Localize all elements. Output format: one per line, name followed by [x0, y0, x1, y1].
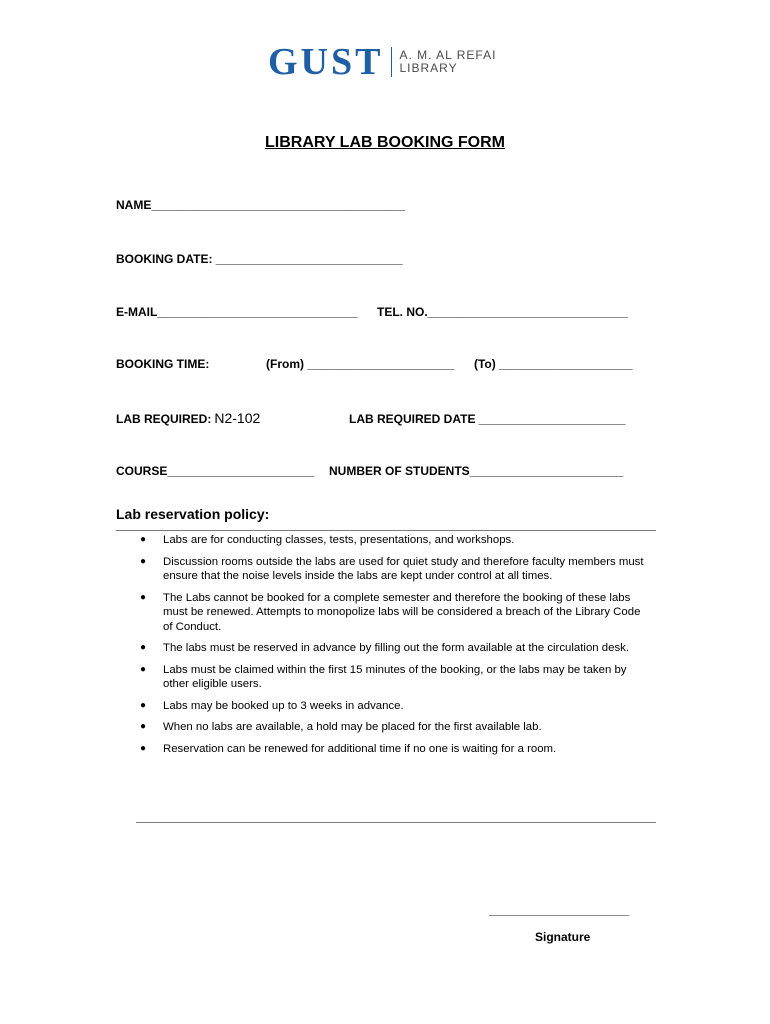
- library-logo: [268, 41, 497, 83]
- bullet-icon: ●: [140, 591, 147, 603]
- logo-line-1: A. M. AL REFAI: [399, 48, 497, 62]
- policy-heading: Lab reservation policy:: [116, 506, 270, 522]
- course-field: COURSE______________________: [116, 464, 315, 478]
- lab-required-date-field: LAB REQUIRED DATE ______________________: [349, 412, 626, 426]
- tel-field: TEL. NO.______________________________: [377, 305, 628, 319]
- policy-item: ● Labs may be booked up to 3 weeks in advance.: [140, 699, 404, 712]
- booking-time-to-field: (To) ____________________: [474, 357, 633, 371]
- bullet-icon: ●: [140, 663, 147, 675]
- form-title: LIBRARY LAB BOOKING FORM: [265, 134, 505, 151]
- booking-date-field: BOOKING DATE: ____________________________: [116, 252, 403, 266]
- logo-line-2: LIBRARY: [399, 61, 458, 75]
- policy-bottom-rule: [136, 822, 656, 823]
- policy-item: ● Labs must be claimed within the first 15 minutes of the booking, or the labs may be taken by other eligible users.: [140, 663, 627, 690]
- policy-item: ● The Labs cannot be booked for a complete semester and therefore the booking of these labs must be renewed. Attempts to monopolize labs will be considered a breach of the Library Code of Conduct.: [140, 591, 641, 633]
- policy-item: ● Discussion rooms outside the labs are used for quiet study and therefore faculty members must ensure that the noise levels inside the labs are kept under control at all times.: [140, 555, 644, 582]
- logo-subtext: [399, 49, 496, 75]
- lab-required-field: [116, 410, 260, 426]
- signature-label: Signature: [535, 930, 591, 944]
- bullet-icon: ●: [140, 555, 147, 567]
- bullet-icon: ●: [140, 742, 147, 754]
- policy-item: ● Reservation can be renewed for additional time if no one is waiting for a room.: [140, 742, 557, 755]
- bullet-icon: ●: [140, 534, 147, 545]
- booking-time-from-field: (From) ______________________: [266, 357, 455, 371]
- logo-divider: [391, 47, 392, 77]
- lab-required-label: LAB REQUIRED:: [116, 412, 212, 426]
- policy-item: ● When no labs are available, a hold may be placed for the first available lab.: [140, 721, 542, 733]
- email-field: E-MAIL______________________________: [116, 305, 358, 319]
- logo-mark: GUST: [268, 41, 384, 83]
- bullet-icon: ●: [140, 642, 147, 653]
- number-of-students-field: NUMBER OF STUDENTS_______________________: [329, 464, 624, 478]
- bullet-icon: ●: [140, 699, 147, 711]
- policy-item: ● The labs must be reserved in advance by filling out the form available at the circulation desk.: [140, 642, 629, 654]
- policy-list: [138, 533, 648, 763]
- policy-top-rule: [116, 530, 656, 531]
- policy-item: ● Labs are for conducting classes, tests, presentations, and workshops.: [140, 534, 515, 546]
- booking-time-label: BOOKING TIME:: [116, 357, 210, 371]
- name-field: NAME______________________________________: [116, 198, 405, 212]
- signature-line: _____________________: [489, 903, 630, 917]
- bullet-icon: ●: [140, 721, 147, 732]
- lab-required-value: N2-102: [214, 410, 261, 426]
